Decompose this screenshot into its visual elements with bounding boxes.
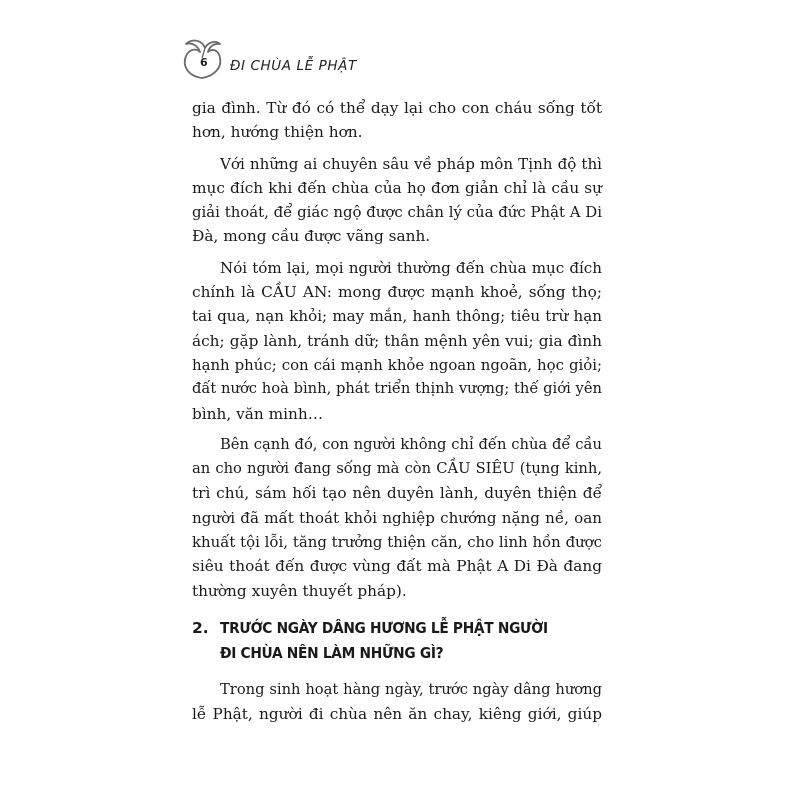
text-line: Với những ai chuyên sâu về pháp môn Tịnh độ thì <box>220 154 602 173</box>
section-title <box>220 616 612 665</box>
text-line: ách; gặp lành, tránh dữ; thân mệnh yên vui; gia đình <box>192 331 602 350</box>
paragraph <box>192 433 602 603</box>
running-title: ĐI CHÙA LỄ PHẬT <box>230 58 357 74</box>
paragraph <box>192 152 602 249</box>
paragraph <box>192 96 602 145</box>
text-line: an cho người đang sống mà còn CẦU SIÊU (tụng kinh, <box>192 460 602 478</box>
section-title-line: TRƯỚC NGÀY DÂNG HƯƠNG LỄ PHẬT NGƯỜI <box>220 619 548 637</box>
page-header <box>178 36 618 80</box>
page-number: 6 <box>200 56 208 69</box>
section-title-line: ĐI CHÙA NÊN LÀM NHỮNG GÌ? <box>220 643 444 662</box>
text-line: người đã mất thoát khỏi nghiệp chướng nặng nề, oan <box>192 508 602 527</box>
text-line: trì chú, sám hối tạo nên duyên lành, duyên thiện để <box>192 484 602 503</box>
paragraph <box>192 256 602 426</box>
text-line: gia đình. Từ đó có thể dạy lại cho con cháu sống tốt <box>192 99 602 117</box>
text-line: siêu thoát đến được vùng đất mà Phật A Di Đà đang <box>192 557 602 576</box>
text-line: khuất tội lỗi, tăng trưởng thiện căn, cho linh hồn được <box>192 533 602 552</box>
text-line: Bên cạnh đó, con người không chỉ đến chùa để cầu <box>220 435 602 453</box>
section-body-text <box>192 678 602 727</box>
text-line: mục đích khi đến chùa của họ đơn giản chỉ là cầu sự <box>192 178 602 197</box>
text-line: Đà, mong cầu được vãng sanh. <box>192 227 431 246</box>
paragraph <box>192 678 602 727</box>
text-line: bình, văn minh… <box>192 404 323 423</box>
text-line: giải thoát, để giác ngộ được chân lý của đức Phật A Di <box>192 203 602 222</box>
text-line: Nói tóm lại, mọi người thường đến chùa mục đích <box>220 258 602 277</box>
body-text <box>192 96 602 603</box>
text-line: Trong sinh hoạt hàng ngày, trước ngày dâng hương <box>220 681 602 698</box>
text-line: tai qua, nạn khỏi; may mắn, hanh thông; tiêu trừ hạn <box>192 307 602 326</box>
text-line: đất nước hoà bình, phát triển thịnh vượng; thế giới yên <box>192 380 602 398</box>
text-line: thường xuyên thuyết pháp). <box>192 581 407 600</box>
section-number: 2. <box>192 619 209 637</box>
text-line: lễ Phật, người đi chùa nên ăn chay, kiêng giới, giúp <box>192 705 602 724</box>
text-line: hạnh phúc; con cái mạnh khỏe ngoan ngoãn, học giỏi; <box>192 355 602 374</box>
text-line: hơn, hướng thiện hơn. <box>192 123 363 142</box>
text-line: chính là CẦU AN: mong được mạnh khoẻ, sống thọ; <box>192 283 602 302</box>
